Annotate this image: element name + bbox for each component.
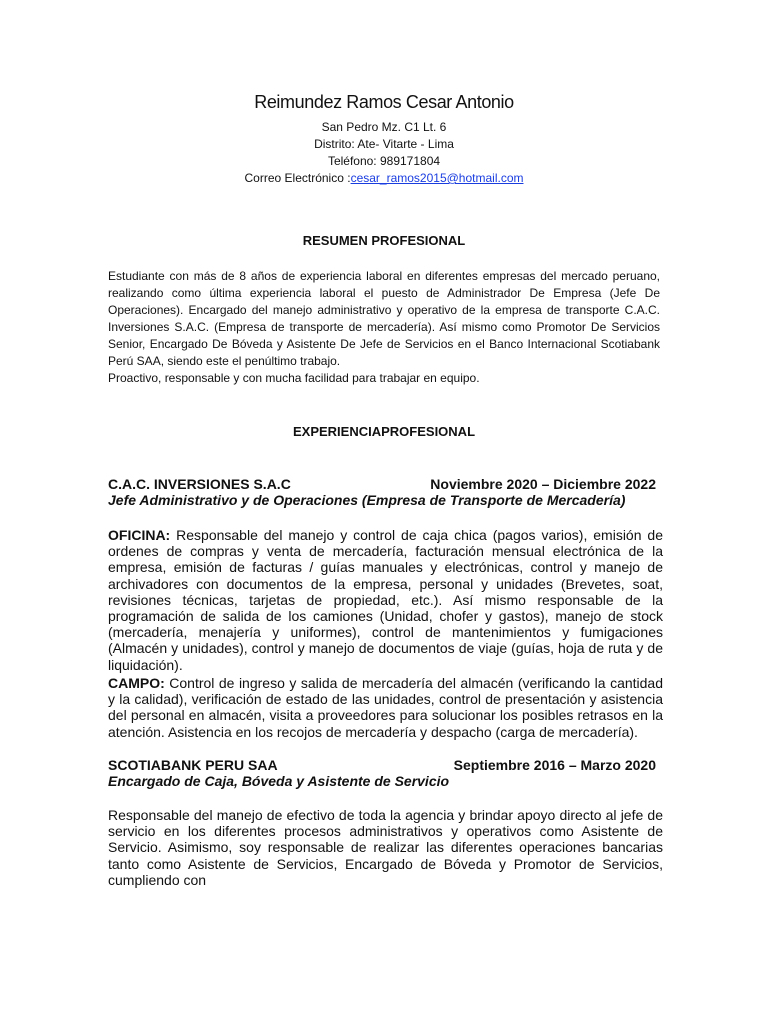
scotiabank-text: Responsable del manejo de efectivo de toda la agencia y brindar apoyo directo al jefe de servicio en los diferentes procesos administrativos y operativos como Asistente de Servicio. Asimismo, soy responsable de realizar las diferentes operaciones bancarias tanto como Asistente de Servicios, Encargado de Bóveda y Promotor de Servicios, cumpliendo con [108,807,663,888]
job-dates: Septiembre 2016 – Marzo 2020 [453,757,656,773]
contact-header [0,92,768,187]
field-label: CAMPO: [108,675,165,691]
email-label: Correo Electrónico : [244,171,351,185]
summary-heading: RESUMEN PROFESIONAL [302,233,466,248]
phone-line [0,153,768,170]
job-role: Jefe Administrativo y de Operaciones (Empresa de Transporte de Mercadería) [108,492,626,508]
experience-heading: EXPERIENCIAPROFESIONAL [292,424,476,439]
field-text: Control de ingreso y salida de mercadería del almacén (verificando la cantidad y la calidad), verificación de estado de las unidades, control de presentación y asistencia del personal en almacén, visita a proveedores para solucionar los posibles retrasos en la atención. Asistencia en los recojos de mercadería y despacho (carga de mercadería). [108,675,663,740]
job-header-scotiabank [108,757,660,789]
job-company: SCOTIABANK PERU SAA [108,757,278,773]
office-text: Responsable del manejo y control de caja chica (pagos varios), emisión de ordenes de compras y venta de mercadería, facturación mensual electrónica de la empresa, emisión de facturas / guías manuales y electrónicas, control y manejo de archivadores con documentos de la empresa, personal y unidades (Brevetes, soat, revisiones técnicas, tarjetas de propiedad, etc.). Así mismo responsable de la programación de salida de los camiones (Unidad, chofer y gastos), manejo de stock (mercadería, menajería y uniformes), control de mantenimientos y fumigaciones (Almacén y unidades), control y manejo de documentos de viaje (guías, hoja de ruta y de liquidación). [108,527,663,673]
email-link[interactable]: cesar_ramos2015@hotmail.com [350,171,524,185]
job-company: C.A.C. INVERSIONES S.A.C [108,476,291,492]
summary-block [108,268,660,387]
job-header-cac [108,476,660,508]
address-line: San Pedro Mz. C1 Lt. 6 [321,120,447,134]
job-role: Encargado de Caja, Bóveda y Asistente de Servicio [108,773,450,789]
candidate-name: Reimundez Ramos Cesar Antonio [254,92,514,112]
summary-text-2: Proactivo, responsable y con mucha facilidad para trabajar en equipo. [108,371,480,385]
summary-text: Estudiante con más de 8 años de experiencia laboral en diferentes empresas del mercado peruano, realizando como última experiencia laboral el puesto de Administrador De Empresa (Jefe De Operaciones). Encargado del manejo administrativo y operativo de la empresa de transporte C.A.C. Inversiones S.A.C. (Empresa de transporte de mercadería). Así mismo como Promotor De Servicios Senior, Encargado De Bóveda y Asistente De Jefe de Servicios en el Banco Internacional Scotiabank Perú SAA, siendo este el penúltimo trabajo. [108,269,660,368]
phone-number: 989171804 [379,154,441,168]
email-line [0,170,768,187]
office-duties [108,527,663,673]
district-line: Distrito: Ate- Vitarte - Lima [314,137,454,151]
scotiabank-duties [108,807,663,888]
job-dates: Noviembre 2020 – Diciembre 2022 [430,476,656,492]
phone-label: Teléfono: [327,154,377,168]
field-duties [108,675,663,740]
office-label: OFICINA: [108,527,171,543]
